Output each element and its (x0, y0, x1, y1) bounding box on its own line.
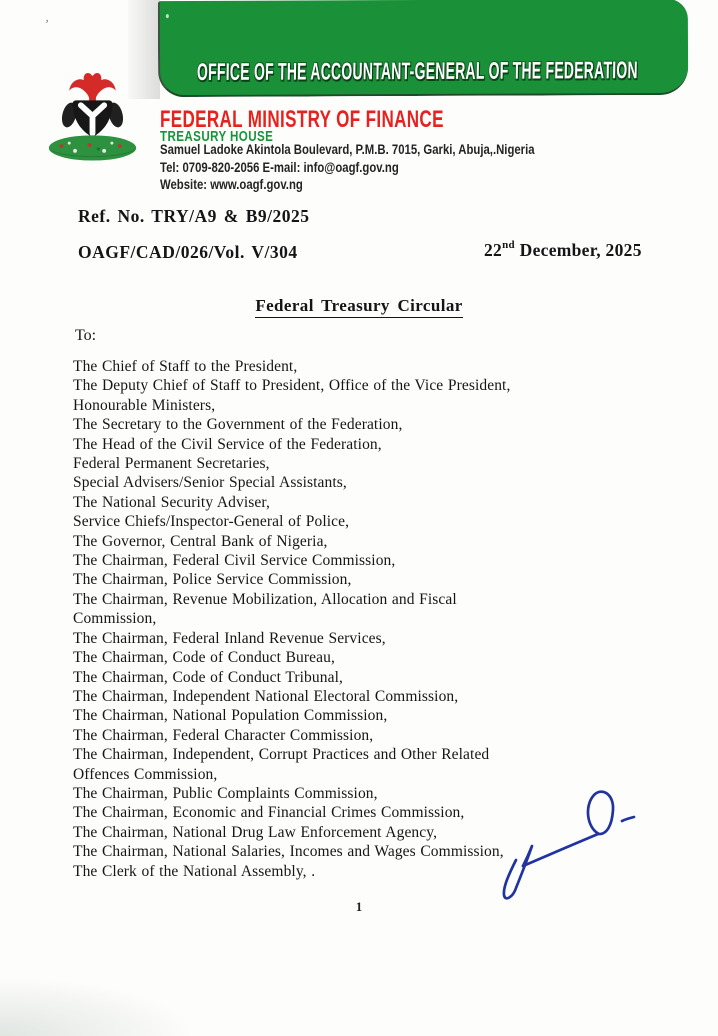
recipient-line: The Head of the Civil Service of the Federation, (73, 435, 382, 453)
date-rest: December, 2025 (514, 240, 642, 260)
recipient-line: Service Chiefs/Inspector-General of Police, (73, 513, 350, 531)
website-line: Website: www.oagf.gov.ng (160, 177, 303, 192)
address-line: Samuel Ladoke Akintola Boulevard, P.M.B. 7015, Garki, Abuja,.Nigeria (160, 142, 535, 157)
recipient-line: Offences Commission, (73, 765, 218, 783)
recipient-line: The Chairman, Federal Inland Revenue Services, (73, 629, 386, 647)
ref-number-line-2: OAGF/CAD/026/Vol. V/304 (78, 242, 298, 262)
recipient-line: The National Security Adviser, (73, 493, 271, 511)
recipient-line: Honourable Ministers, (73, 396, 216, 414)
recipient-line: The Chief of Staff to the President, (73, 358, 298, 375)
recipient-line: The Chairman, Independent National Electoral Commission, (73, 687, 459, 705)
recipient-line: The Chairman, Federal Civil Service Commission, (73, 552, 396, 570)
date-day: 22 (484, 240, 503, 260)
recipient-line: The Chairman, Public Complaints Commission, (73, 784, 378, 802)
recipient-line: The Chairman, Code of Conduct Tribunal, (73, 668, 343, 686)
recipient-line: The Clerk of the National Assembly, . (73, 862, 316, 880)
recipient-line: The Secretary to the Government of the Federation, (73, 416, 403, 434)
recipient-line: The Chairman, National Salaries, Incomes and Wages Commission, (73, 843, 504, 861)
recipient-line: Special Advisers/Senior Special Assistants, (73, 474, 347, 492)
nigeria-coat-of-arms-icon (44, 60, 141, 168)
recipient-line: The Chairman, Code of Conduct Bureau, (73, 649, 335, 667)
recipient-line: The Deputy Chief of Staff to President, Office of the Vice President, (73, 377, 511, 395)
circular-title-row (0, 296, 718, 318)
recipient-line: The Chairman, Police Service Commission, (73, 571, 352, 589)
recipient-line: Commission, (73, 610, 157, 628)
recipient-line: The Governor, Central Bank of Nigeria, (73, 532, 328, 550)
recipient-line: The Chairman, National Population Commission, (73, 707, 388, 725)
recipient-line: The Chairman, Economic and Financial Crimes Commission, (73, 804, 465, 822)
date-ordinal-superscript: nd (502, 239, 515, 252)
signature-scribble (478, 778, 663, 913)
recipient-line: Federal Permanent Secretaries, (73, 455, 270, 473)
salutation: To: (75, 327, 97, 344)
date (484, 240, 642, 261)
page-number: 1 (355, 899, 363, 914)
scan-artifact-mark: ’ (43, 17, 50, 34)
recipient-line: The Chairman, Federal Character Commission, (73, 726, 374, 744)
circular-title: Federal Treasury Circular (255, 296, 462, 318)
recipient-line: The Chairman, National Drug Law Enforcement Agency, (73, 823, 438, 841)
contact-line: Tel: 0709-820-2056 E-mail: info@oagf.gov.ng (160, 160, 399, 175)
recipient-line: The Chairman, Revenue Mobilization, Allocation and Fiscal (73, 590, 457, 608)
recipient-line: The Chairman, Independent, Corrupt Practices and Other Related (73, 746, 490, 764)
treasury-house-label: TREASURY HOUSE (160, 129, 274, 145)
letterhead-banner (158, 0, 688, 97)
ref-number-line-1: Ref. No. TRY/A9 & B9/2025 (78, 206, 310, 226)
paper-smudge (0, 978, 190, 1036)
banner-title: OFFICE OF THE ACCOUNTANT-GENERAL OF THE FEDERATION (196, 57, 639, 86)
ministry-name: FEDERAL MINISTRY OF FINANCE (160, 106, 444, 133)
scan-artifact-speck (166, 14, 169, 18)
